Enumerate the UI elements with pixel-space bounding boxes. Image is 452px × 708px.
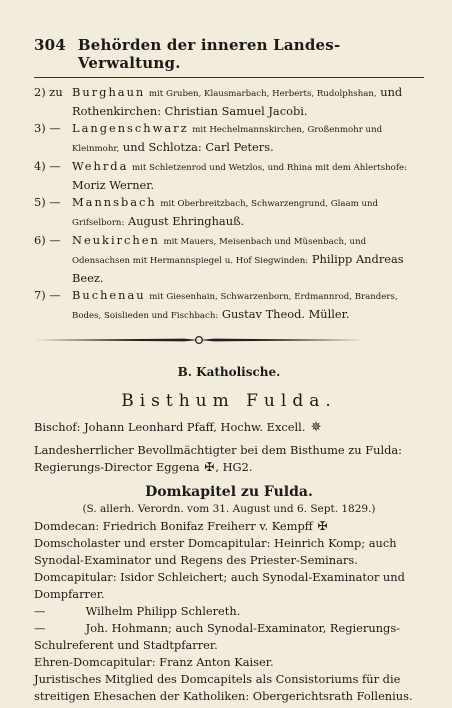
domkapitel-list [34,518,424,705]
list-item: 7) — Buchenau mit Giesenhain, Schwarzenborn, Erdmannrod, Branders, Bodes, Soislieden und Fischbach: Gustav Theod. Müller. [34,288,398,321]
list-item: Domscholaster und erster Domcapitular: Heinrich Komp; auch Synodal-Examinator und Regens des Priester-Seminars. [34,536,397,567]
bistum-title: Bisthum Fulda. [121,391,337,411]
list-item: Ehren-Domcapitular: Franz Anton Kaiser. [34,655,274,669]
list-item: 4) — Wehrda mit Schletzenrod und Wetzlos, und Rhina mit dem Ahlertshofe: Moriz Werner. [34,159,407,192]
list-item: — Wilhelm Philipp Schlereth. [34,604,241,618]
list-item: Juristisches Mitglied des Domcapitels als Consistoriums für die streitigen Ehesachen der Katholiken: Obergerichtsrath Follenius. [34,672,413,703]
bischof-line: Bischof: Johann Leonhard Pfaff, Hochw. Excell. ✵ [34,420,322,435]
list-item: 2) zu Burghaun mit Gruben, Klausmarbach, Herberts, Rudolphshan, und Rothenkirchen: Christian Samuel Jacobi. [34,85,403,118]
section-heading: B. Katholische. [177,365,281,379]
list-item: 3) — Langenschwarz mit Hechelmannskirchen, Großenmohr und Kleinmohr, und Schlotza: Carl Peters. [34,121,383,154]
list-item: 6) — Neukirchen mit Mauers, Meisenbach und Müsenbach, und Odensachsen mit Hermannspiegel u. Hof Siegwinden: Philipp Andreas Beez. [34,233,404,285]
page-header [34,36,424,72]
order-star-icon: ✵ [310,420,322,435]
entries-list [34,84,424,325]
page-number: 304 [34,36,66,54]
list-item: Domcapitular: Isidor Schleichert; auch Synodal-Examinator und Dompfarrer. [34,570,405,601]
domkapitel-title: Domkapitel zu Fulda. [145,484,313,500]
header-rule [34,77,424,78]
list-item: — Joh. Hohmann; auch Synodal-Examinator, Regierungs-Schulreferent und Stadtpfarrer. [34,621,401,652]
list-item: Domdecan: Friedrich Bonifaz Freiherr v. Kempff ✠ [34,519,328,533]
ornament-divider-icon [34,335,364,345]
order-cross-icon: ✠ [317,519,328,533]
order-cross-icon: ✠ [204,460,215,474]
list-item: 5) — Mannsbach mit Oberbreitzbach, Schwarzengrund, Glaam und Grifselborn: August Ehringhauß. [34,195,379,228]
landesherr-line: Landesherrlicher Bevollmächtigter bei dem Bisthume zu Fulda: Regierungs-Director Eggena ✠, HG2. [34,443,403,474]
domkapitel-reference: (S. allerh. Verordn. vom 31. August und 6. Sept. 1829.) [82,503,376,515]
page-title: Behörden der inneren Landes-Verwaltung. [77,36,341,72]
